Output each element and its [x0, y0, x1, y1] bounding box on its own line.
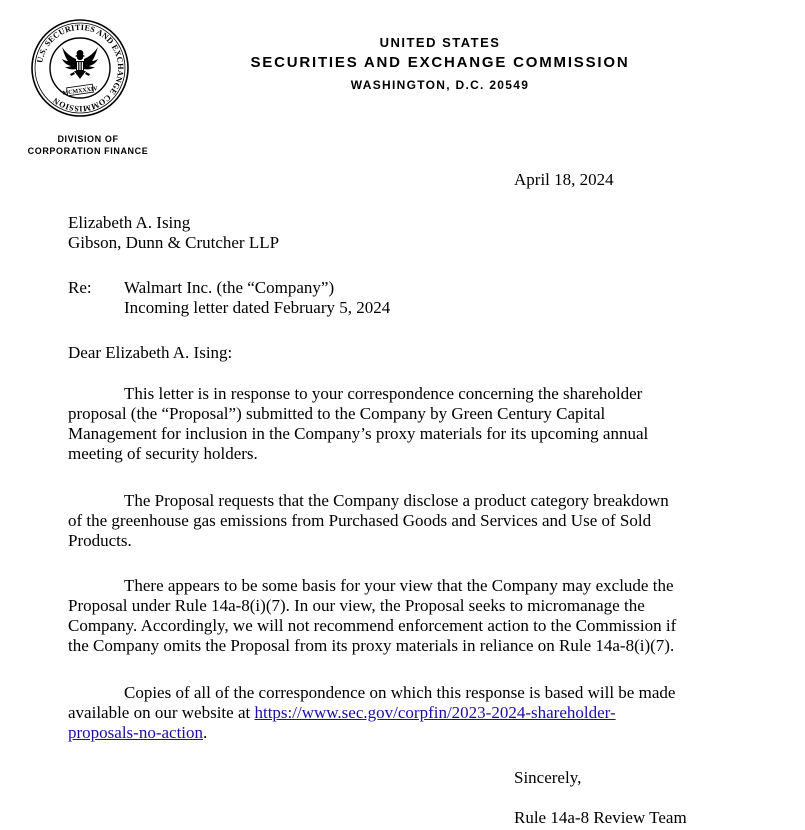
paragraph-decision: There appears to be some basis for your view that the Company may exclude the Proposal under Rule 14a-8(i)(7). In our view, the Proposal seeks to micromanage the Company. Accordingly, we will not recommend enforcement action to the Commission if the Company omits the Proposal from its proxy materials in reliance on Rule 14a-8(i)(7).	[68, 576, 677, 655]
paragraph-response: This letter is in response to your correspondence concerning the shareholder proposal (the “Proposal”) submitted to the Company by Green Century Capital Management for inclusion in the Company’s proxy materials for its upcoming annual meeting of security holders.	[68, 384, 649, 463]
paragraph-correspondence: Copies of all of the correspondence on which this response is based will be made available on our website at https://www.sec.gov/corpfin/2023-2024-shareholder- proposals-no-action.	[68, 683, 676, 742]
agency-address: WASHINGTON, D.C. 20549	[350, 78, 530, 92]
recipient-firm: Gibson, Dunn & Crutcher LLP	[68, 233, 280, 252]
paragraph-proposal: The Proposal requests that the Company disclose a product category breakdown of the greenhouse gas emissions from Purchased Goods and Services and Use of Sold Products.	[68, 491, 669, 550]
svg-text:U.S. SECURITIES AND EXCHANGE C: U.S. SECURITIES AND EXCHANGE COMMISSION	[35, 22, 126, 114]
agency-name: SECURITIES AND EXCHANGE COMMISSION	[250, 54, 630, 71]
division-label: DIVISION OF CORPORATION FINANCE	[27, 134, 149, 156]
letter-date: April 18, 2024	[514, 170, 614, 189]
signature: Rule 14a-8 Review Team	[514, 808, 687, 827]
recipient-name: Elizabeth A. Ising	[68, 213, 191, 232]
website-link-continued[interactable]: proposals-no-action	[68, 723, 204, 742]
closing: Sincerely,	[514, 768, 582, 787]
sec-seal-logo	[30, 18, 130, 118]
salutation: Dear Elizabeth A. Ising:	[68, 343, 233, 362]
website-link[interactable]: https://www.sec.gov/corpfin/2023-2024-shareholder-	[254, 703, 616, 722]
re-incoming-date: Incoming letter dated February 5, 2024	[124, 298, 391, 317]
re-subject: Walmart Inc. (the “Company”)	[124, 278, 335, 297]
svg-text:MCMXXXIV: MCMXXXIV	[62, 86, 99, 97]
re-label: Re:	[68, 278, 92, 297]
agency-country: UNITED STATES	[379, 35, 501, 50]
